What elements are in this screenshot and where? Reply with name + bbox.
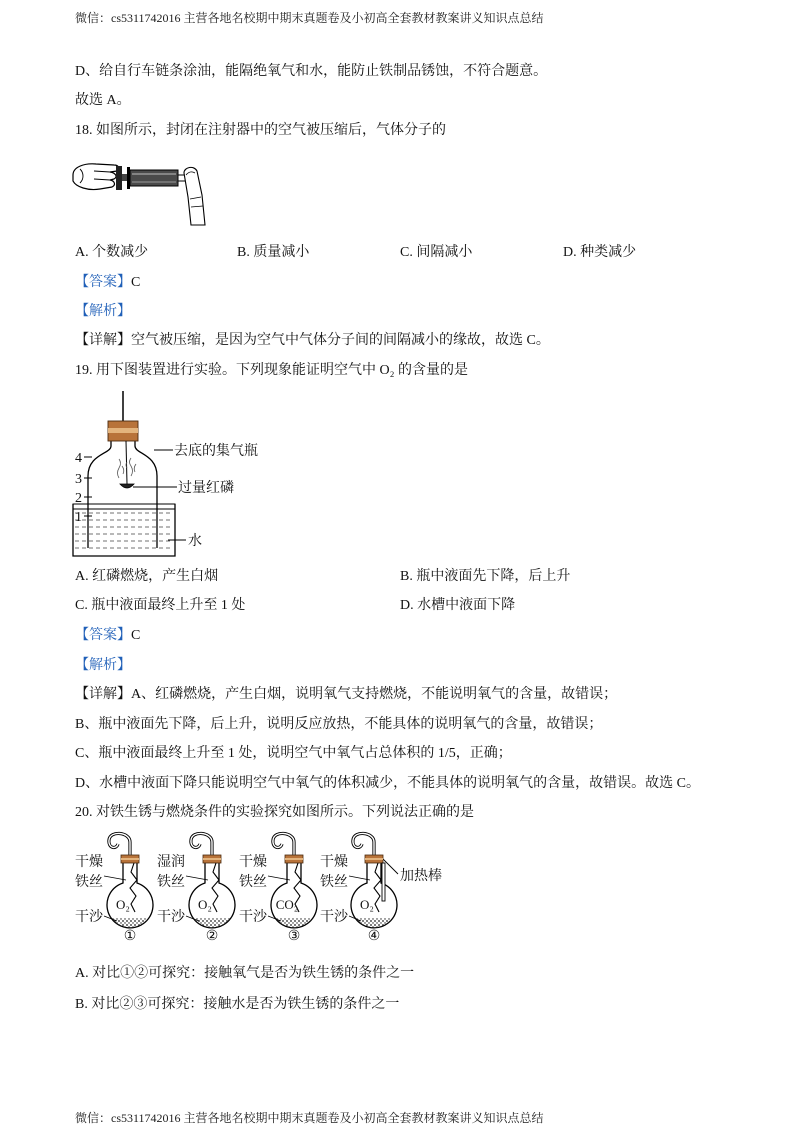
- q19-analysis: [75, 656, 131, 676]
- water-lines: [75, 513, 173, 548]
- sand-label: 干沙: [320, 910, 348, 925]
- jar-label: 去底的集气瓶: [174, 444, 258, 459]
- q19-stem: 19. 用下图装置进行实验。下列现象能证明空气中 O₂ 的含量的是: [75, 363, 468, 378]
- bottomless-gas-jar: [88, 441, 157, 548]
- q19-detail-d: D、水槽中液面下降只能说明空气中氧气的体积减少，不能具体的说明氧气的含量，故错误。故选 C。: [75, 776, 700, 791]
- answer-value: C: [131, 275, 141, 290]
- answer-tag: 【答案】: [75, 275, 131, 290]
- wire-label: 铁丝: [157, 875, 185, 890]
- scale-mark-3: 3: [75, 472, 82, 487]
- q18-option-a: A. 个数减少: [75, 245, 149, 260]
- sand-label: 干沙: [75, 910, 103, 925]
- q19-detail-c: C、瓶中液面最终上升至 1 处，说明空气中氧气占总体积的 1/5，正确；: [75, 746, 512, 761]
- syringe-barrel: [130, 170, 178, 186]
- wire-condition-label: 干燥: [75, 855, 103, 870]
- q19-option-d: D. 水槽中液面下降: [400, 598, 516, 613]
- wire-label: 铁丝: [320, 875, 348, 890]
- hand: [73, 164, 119, 190]
- q19-detail-a: [75, 685, 617, 705]
- wire-label: 铁丝: [239, 875, 267, 890]
- q18-option-c: C. 间隔减小: [400, 245, 473, 260]
- gas-label: CO₂: [275, 897, 299, 912]
- page-footer: 微信：cs5311742016 主营各地名校期中期末真题卷及小初高全套教材教案讲义知识点总结: [75, 1111, 544, 1125]
- wire-condition-label: 湿润: [157, 855, 185, 870]
- dry-sand: [275, 918, 313, 928]
- q19-option-c: C. 瓶中液面最终上升至 1 处: [75, 598, 246, 613]
- q20-option-b: B. 对比②③可探究：接触水是否为铁生锈的条件之一: [75, 997, 400, 1012]
- gas-label: O₂: [116, 897, 130, 912]
- flask-number: ①: [123, 929, 137, 944]
- q18-option-d: D. 种类减少: [563, 245, 637, 260]
- flask-4: [320, 833, 397, 944]
- scale-mark-1: 1: [75, 510, 82, 525]
- detail-tag: 【详解】: [75, 333, 131, 348]
- q18-option-b: B. 质量减小: [237, 245, 310, 260]
- stopper-stripe: [285, 858, 303, 860]
- detail-tag: 【详解】: [75, 687, 131, 702]
- stopper-stripe: [108, 428, 138, 433]
- plunger-cap: [116, 166, 122, 190]
- iron-rust-flasks-figure: [70, 828, 450, 946]
- flask-number: ③: [287, 929, 301, 944]
- flask-number: ②: [205, 929, 219, 944]
- q18-stem: 18. 如图所示，封闭在注射器中的空气被压缩后，气体分子的: [75, 123, 446, 138]
- analysis-tag: 【解析】: [75, 658, 131, 673]
- gas-label: O₂: [198, 897, 212, 912]
- sand-label: 干沙: [157, 910, 185, 925]
- water-label: 水: [188, 534, 202, 549]
- phosphorus-label: 过量红磷: [178, 481, 234, 496]
- q19-detail-b: B、瓶中液面先下降，后上升，说明反应放热，不能具体的说明氧气的含量，故错误；: [75, 717, 603, 732]
- q18-detail: [75, 331, 550, 351]
- answer-tag: 【答案】: [75, 628, 131, 643]
- q20-option-a: A. 对比①②可探究：接触氧气是否为铁生锈的条件之一: [75, 966, 415, 981]
- stopper-stripe: [121, 858, 139, 860]
- stopper-stripe: [203, 858, 221, 860]
- heating-rod: [382, 863, 385, 901]
- q18-analysis: [75, 302, 131, 322]
- q19-answer: [75, 626, 140, 646]
- page-header: 微信：cs5311742016 主营各地名校期中期末真题卷及小初高全套教材教案讲义知识点总结: [75, 11, 544, 25]
- q19-option-a: A. 红磷燃烧，产生白烟: [75, 569, 219, 584]
- wire-condition-label: 干燥: [239, 855, 267, 870]
- q18-answer: [75, 273, 140, 293]
- syringe-figure: [70, 155, 215, 227]
- detail-text: A、红磷燃烧，产生白烟，说明氧气支持燃烧，不能说明氧气的含量，故错误；: [131, 687, 618, 702]
- detail-text: 空气被压缩，是因为空气中气体分子间的间隔减小的缘故，故选 C。: [131, 333, 550, 348]
- wire-condition-label: 干燥: [320, 855, 348, 870]
- prev-option-d-explanation: D、给自行车链条涂油，能隔绝氧气和水，能防止铁制品锈蚀，不符合题意。: [75, 64, 548, 79]
- wire-label: 铁丝: [75, 875, 103, 890]
- gas-label: O₂: [360, 897, 374, 912]
- red-phosphorus: [120, 484, 134, 488]
- answer-value: C: [131, 628, 141, 643]
- sand-label: 干沙: [239, 910, 267, 925]
- dry-sand: [355, 918, 393, 928]
- scale-mark-2: 2: [75, 491, 82, 506]
- analysis-tag: 【解析】: [75, 304, 131, 319]
- scale-mark-4: 4: [75, 451, 82, 466]
- dry-sand: [111, 918, 149, 928]
- flask-1: [75, 833, 153, 944]
- heater-label: 加热棒: [400, 869, 442, 884]
- prev-conclusion: 故选 A。: [75, 93, 131, 108]
- flask-2: [157, 833, 235, 944]
- flask-3: [239, 833, 317, 944]
- flask-number: ④: [367, 929, 381, 944]
- bell-jar-figure: [70, 388, 270, 560]
- dry-sand: [193, 918, 231, 928]
- finger: [184, 167, 205, 225]
- q20-stem: 20. 对铁生锈与燃烧条件的实验探究如图所示。下列说法正确的是: [75, 805, 474, 820]
- stopper-stripe: [365, 858, 383, 860]
- q19-option-b: B. 瓶中液面先下降，后上升: [400, 569, 571, 584]
